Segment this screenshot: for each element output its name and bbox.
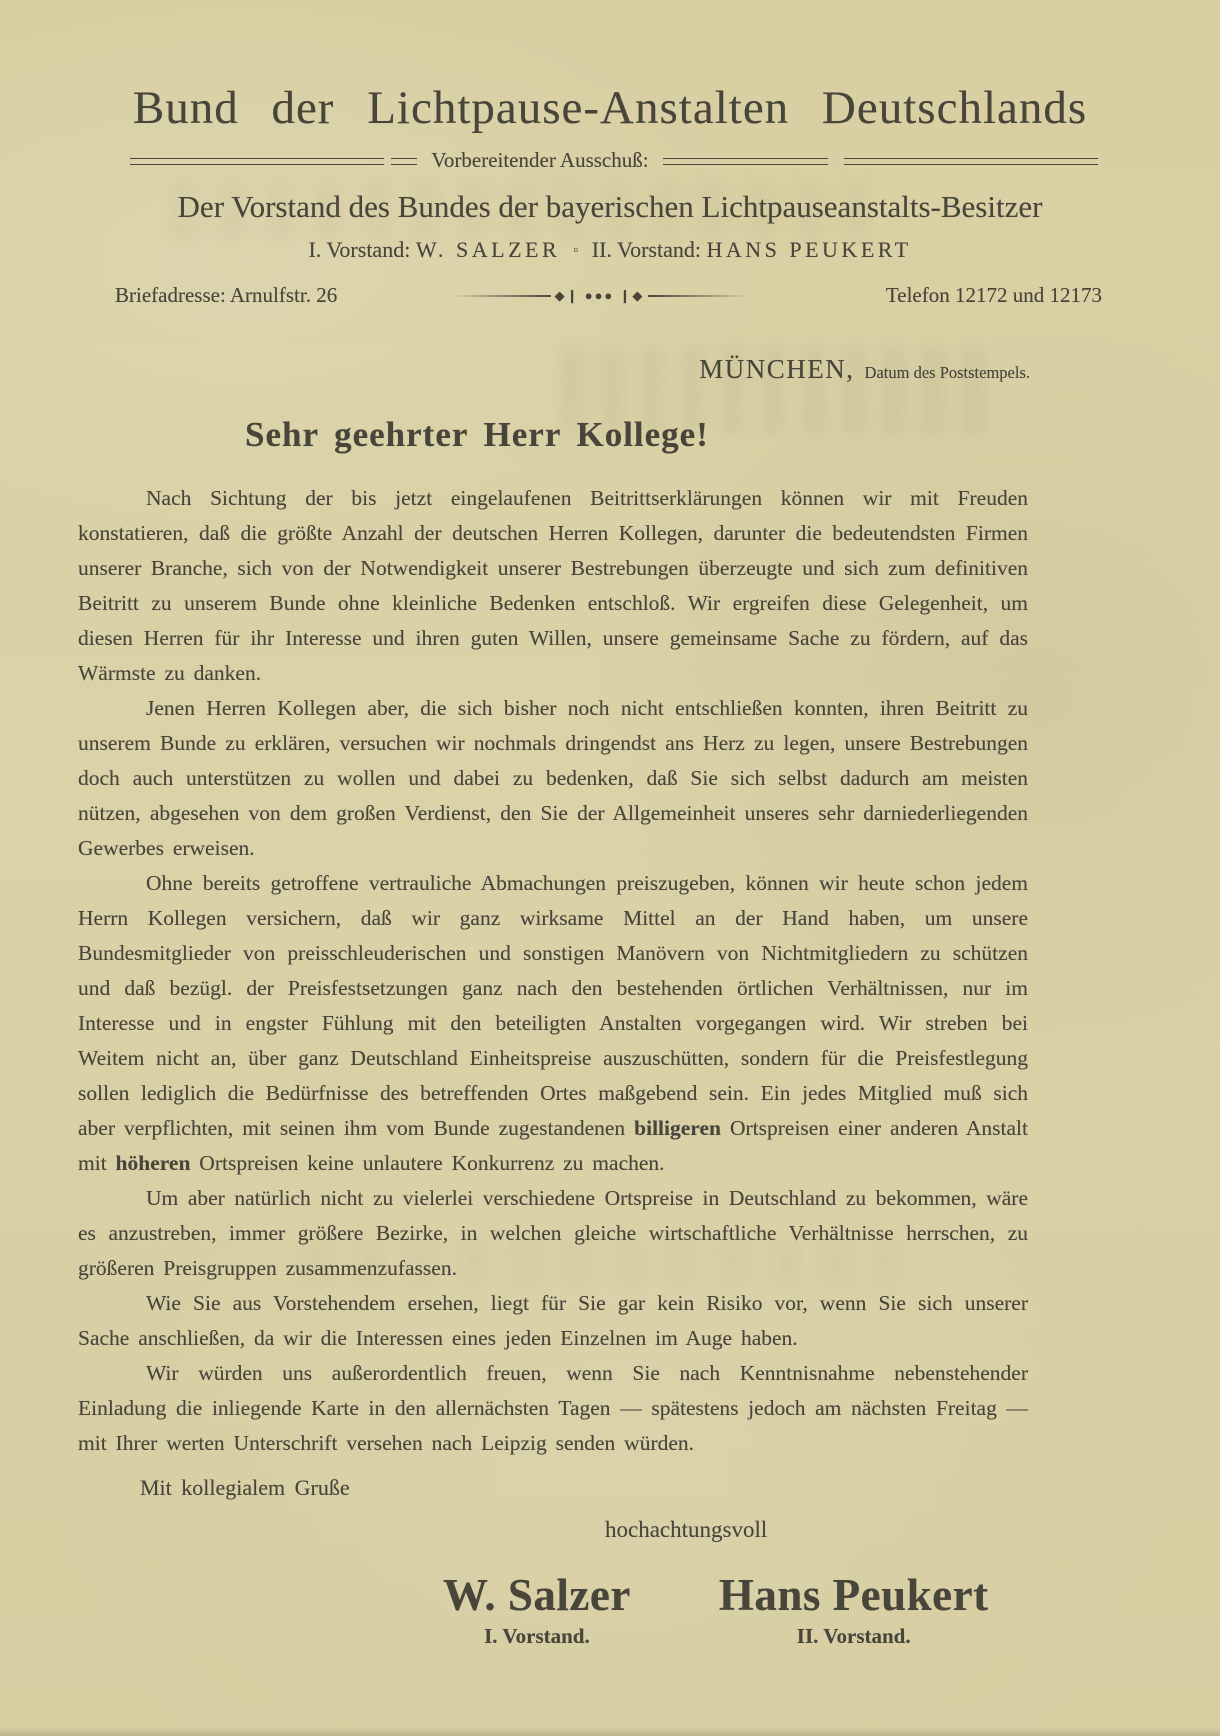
dateline-city: MÜNCHEN, xyxy=(699,354,855,385)
signature-block-salzer xyxy=(443,1570,631,1649)
paragraph-3-bold-billigeren: billigeren xyxy=(634,1116,721,1141)
square-separator-icon: ▫ xyxy=(573,242,579,258)
committee-rule-row xyxy=(130,149,1098,174)
double-rule-left-short xyxy=(391,158,417,165)
divider-ornament-icon xyxy=(450,288,750,304)
double-rule-left xyxy=(130,158,384,165)
signature-title: II. Vorstand. xyxy=(796,1624,911,1649)
paragraph-2: Jenen Herren Kollegen aber, die sich bisher noch nicht entschließen konnten, ihren Beitritt zu unserem Bunde zu erklären, versuchen wir nochmals dringendst ans Herz zu legen, unsere Bestrebungen doch auch unterstützen zu wollen und dabei zu bedenken, daß Sie sich selbst dadurch am meisten nützen, abgesehen von dem großen Verdienst, den Sie der Allgemeinheit unseres sehr darniederliegenden Gewerbes erweisen. xyxy=(78,696,1028,861)
signature-block-peukert xyxy=(718,1570,989,1649)
paragraph-5: Wie Sie aus Vorstehendem ersehen, liegt für Sie gar kein Risiko vor, wenn Sie sich unserer Sache anschließen, da wir die Interessen eines jeden Einzelnen im Auge haben. xyxy=(78,1291,1028,1351)
ornament-line-left xyxy=(450,295,551,297)
paragraph-6: Wir würden uns außerordentlich freuen, wenn Sie nach Kenntnisnahme nebenstehender Einladung die inliegende Karte in den allernächsten Tagen — spätestens jedoch am nächsten Freitag — mit Ihrer werten Unterschrift versehen nach Leipzig senden würden. xyxy=(78,1361,1028,1456)
officer2-label: II. Vorstand: xyxy=(591,237,701,263)
paragraph-1: Nach Sichtung der bis jetzt eingelaufenen Beitrittserklärungen können wir mit Freuden konstatieren, daß die größte Anzahl der deutschen Herren Kollegen, darunter die bedeutendsten Firmen unserer Branche, sich von der Notwendigkeit unserer Bestrebungen überzeugte und sich zum definitiven Beitritt zu unserem Bunde ohne kleinliche Bedenken entschloß. Wir ergreifen diese Gelegenheit, um diesen Herren für ihr Interesse und ihren guten Willen, unsere gemeinsame Sache zu fördern, auf das Wärmste zu danken. xyxy=(78,486,1028,686)
board-line: Der Vorstand des Bundes der bayerischen Lichtpauseanstalts-Besitzer xyxy=(177,189,1043,225)
salutation-heading: Sehr geehrter Herr Kollege! xyxy=(245,415,709,455)
paragraph-3-bold-hoeheren: höheren xyxy=(115,1151,191,1176)
closing-respectfully: hochachtungsvoll xyxy=(605,1517,768,1543)
letter-body xyxy=(78,481,1028,1461)
committee-label: Vorbereitender Ausschuß: xyxy=(431,148,649,173)
officers-line xyxy=(0,237,1220,263)
organization-title: Bund der Lichtpause-Anstalten Deutschlands xyxy=(132,82,1088,134)
ornament-glyphs: ◆❙ ●●● ❙◆ xyxy=(554,287,645,303)
ornament-line-right xyxy=(648,295,749,297)
telephone-numbers: Telefon 12172 und 12173 xyxy=(885,283,1102,308)
double-rule-right-b xyxy=(844,158,1098,165)
mail-address: Briefadresse: Arnulfstr. 26 xyxy=(115,283,338,308)
paragraph-3 xyxy=(78,866,1028,1181)
contact-row xyxy=(115,283,1102,308)
signature-row xyxy=(443,1570,1220,1649)
officer2-name: HANS PEUKERT xyxy=(706,237,912,263)
signature-name: W. Salzer xyxy=(443,1570,631,1621)
officer1-name: W. SALZER xyxy=(415,237,561,263)
officer1-label: I. Vorstand: xyxy=(308,237,411,263)
signature-name: Hans Peukert xyxy=(718,1570,989,1621)
double-rule-right-a xyxy=(663,158,828,165)
dateline xyxy=(0,354,1030,385)
paragraph-3-post: Ortspreisen keine unlautere Konkurrenz zu machen. xyxy=(190,1151,665,1176)
paragraph-3-pre: Ohne bereits getroffene vertrauliche Abmachungen preiszugeben, können wir heute schon jedem Herrn Kollegen versichern, daß wir ganz wirksame Mittel an der Hand haben, um unsere Bundesmitglieder von preisschleuderischen und sonstigen Manövern von Nichtmitgliedern zu schützen und daß bezügl. der Preisfestsetzungen ganz nach den bestehenden örtlichen Verhältnissen, nur im Interesse und in engster Fühlung mit den beteiligten Anstalten vorgegangen wird. Wir streben bei Weitem nicht an, über ganz Deutschland Einheitspreise auszuschütten, sondern für die Preisfestlegung sollen lediglich die Bedürfnisse des betreffenden Ortes maßgebend sein. Ein jedes Mitglied muß sich aber verpflichten, mit seinen ihm vom Bunde zugestandenen xyxy=(78,871,1028,1141)
signature-title: I. Vorstand. xyxy=(484,1624,590,1649)
paragraph-4: Um aber natürlich nicht zu vielerlei verschiedene Ortspreise in Deutschland zu bekommen, wäre es anzustreben, immer größere Bezirke, in welchen gleiche wirtschaftliche Verhältnisse herrschen, zu größeren Preisgruppen zusammenzufassen. xyxy=(78,1186,1028,1281)
closing-greeting: Mit kollegialem Gruße xyxy=(140,1475,350,1501)
paragraph-3-mid: Ortspreisen einer anderen Anstalt mit xyxy=(78,1116,1028,1176)
dateline-note: Datum des Poststempels. xyxy=(864,363,1030,383)
